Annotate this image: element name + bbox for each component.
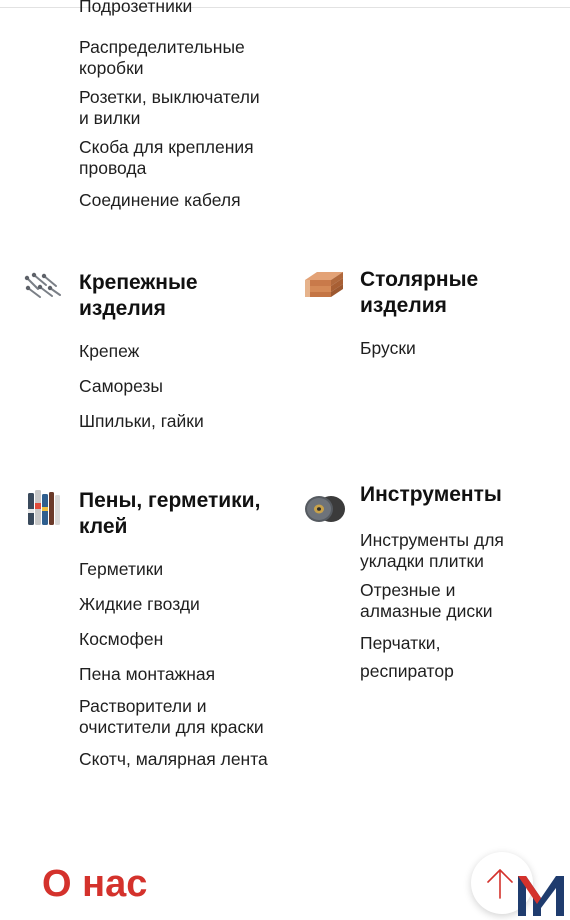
category-title: Пены, герметики,	[79, 489, 261, 512]
link-kosmofen[interactable]: Космофен	[79, 629, 164, 649]
category-title: Инструменты	[360, 483, 502, 506]
lumber-icon	[303, 266, 345, 298]
link-wire-clips-line2[interactable]: провода	[79, 158, 147, 178]
link-studs-nuts[interactable]: Шпильки, гайки	[79, 411, 204, 431]
category-title: Столярные	[360, 268, 479, 291]
link-podrozetniki[interactable]: Подрозетники	[79, 0, 193, 16]
link-samorezy[interactable]: Саморезы	[79, 376, 164, 396]
about-section-title: О нас	[42, 863, 148, 905]
link-respirator[interactable]: респиратор	[360, 661, 454, 681]
link-solvents-line2[interactable]: очистители для краски	[79, 717, 264, 737]
link-sockets-switches[interactable]: Розетки, выключатели	[79, 87, 260, 107]
link-tile-tools-line2[interactable]: укладки плитки	[360, 551, 484, 571]
link-distribution-boxes-line2[interactable]: коробки	[79, 58, 144, 78]
sealant-tubes-icon	[26, 489, 62, 527]
fasteners-icon	[24, 272, 62, 300]
brand-logo-m-icon	[516, 872, 566, 916]
link-distribution-boxes[interactable]: Распределительные	[79, 37, 245, 57]
link-germetiki[interactable]: Герметики	[79, 559, 164, 579]
link-cable-connection[interactable]: Соединение кабеля	[79, 190, 241, 210]
link-masking-tape[interactable]: Скотч, малярная лента	[79, 749, 268, 769]
cutting-disc-icon	[304, 493, 346, 525]
category-title-line2: изделия	[360, 294, 447, 317]
link-tile-tools[interactable]: Инструменты для	[360, 530, 504, 550]
link-wire-clips[interactable]: Скоба для крепления	[79, 137, 254, 157]
category-title: Крепежные	[79, 271, 198, 294]
link-bruski[interactable]: Бруски	[360, 338, 416, 358]
link-solvents[interactable]: Растворители и	[79, 696, 207, 716]
link-krepezh[interactable]: Крепеж	[79, 341, 140, 361]
link-cutting-discs-line2[interactable]: алмазные диски	[360, 601, 493, 621]
link-cutting-discs[interactable]: Отрезные и	[360, 580, 456, 600]
link-mounting-foam[interactable]: Пена монтажная	[79, 664, 216, 684]
category-title-line2: изделия	[79, 297, 166, 320]
link-sockets-switches-line2[interactable]: и вилки	[79, 108, 141, 128]
link-liquid-nails[interactable]: Жидкие гвозди	[79, 594, 200, 614]
category-title-line2: клей	[79, 515, 128, 538]
link-gloves[interactable]: Перчатки,	[360, 633, 441, 653]
